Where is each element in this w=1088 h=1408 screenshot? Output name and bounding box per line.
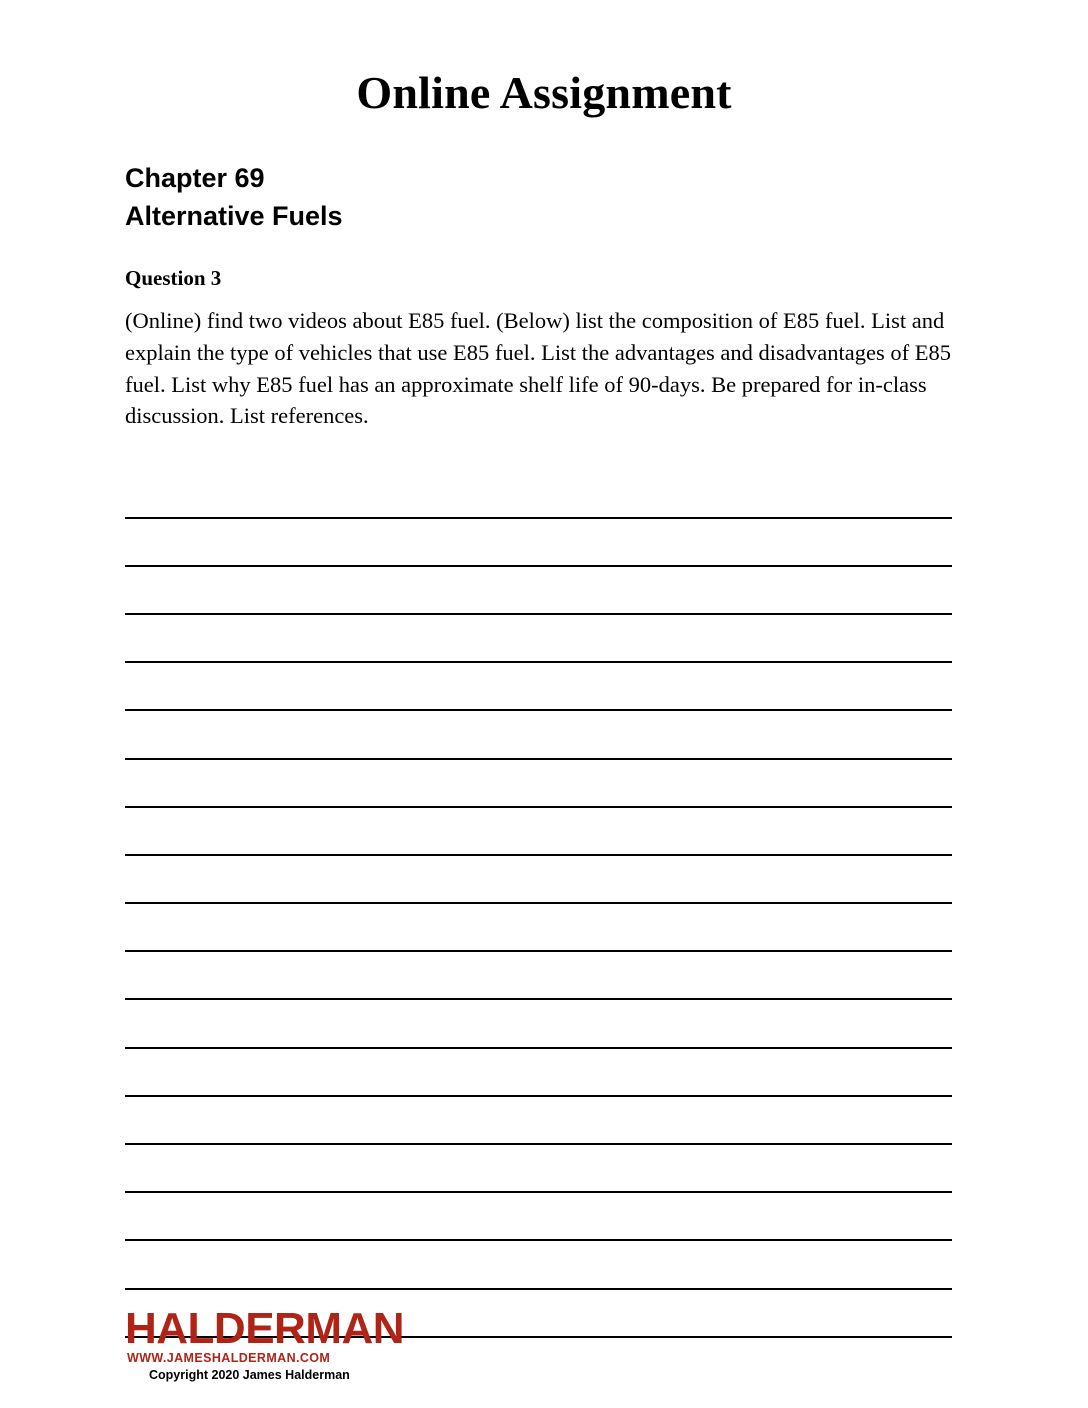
- answer-line[interactable]: [125, 519, 952, 567]
- chapter-subtitle: Alternative Fuels: [125, 201, 343, 232]
- answer-line[interactable]: [125, 663, 952, 711]
- answer-line[interactable]: [125, 1241, 952, 1289]
- answer-line[interactable]: [125, 1049, 952, 1097]
- answer-line[interactable]: [125, 470, 952, 518]
- chapter-heading: Chapter 69: [125, 163, 265, 193]
- answer-line[interactable]: [125, 952, 952, 1000]
- answer-line[interactable]: [125, 1097, 952, 1145]
- answer-lines: [125, 470, 952, 1337]
- page-title: Online Assignment: [356, 67, 732, 118]
- question-label: Question 3: [125, 265, 222, 290]
- answer-line[interactable]: [125, 567, 952, 615]
- page-footer: [125, 1304, 405, 1382]
- answer-line[interactable]: [125, 904, 952, 952]
- answer-line[interactable]: [125, 711, 952, 759]
- answer-line[interactable]: [125, 1193, 952, 1241]
- answer-line[interactable]: [125, 615, 952, 663]
- answer-line[interactable]: [125, 1000, 952, 1048]
- question-text: (Online) find two videos about E85 fuel. (Below) list the composition of E85 fuel. List and explain the type of vehicles that use E85 fuel. List the advantages and disadvantages of E85 fuel. List why E85 fuel has an approximate shelf life of 90-days. Be prepared for in-class discussion. List references.: [125, 307, 951, 429]
- brand-website: WWW.JAMESHALDERMAN.COM: [127, 1351, 331, 1365]
- copyright-notice: Copyright 2020 James Halderman: [149, 1368, 350, 1382]
- halderman-logo: HALDERMAN: [125, 1304, 405, 1354]
- answer-line[interactable]: [125, 808, 952, 856]
- answer-line[interactable]: [125, 1145, 952, 1193]
- answer-line[interactable]: [125, 760, 952, 808]
- answer-line[interactable]: [125, 856, 952, 904]
- document-content: [125, 159, 952, 1338]
